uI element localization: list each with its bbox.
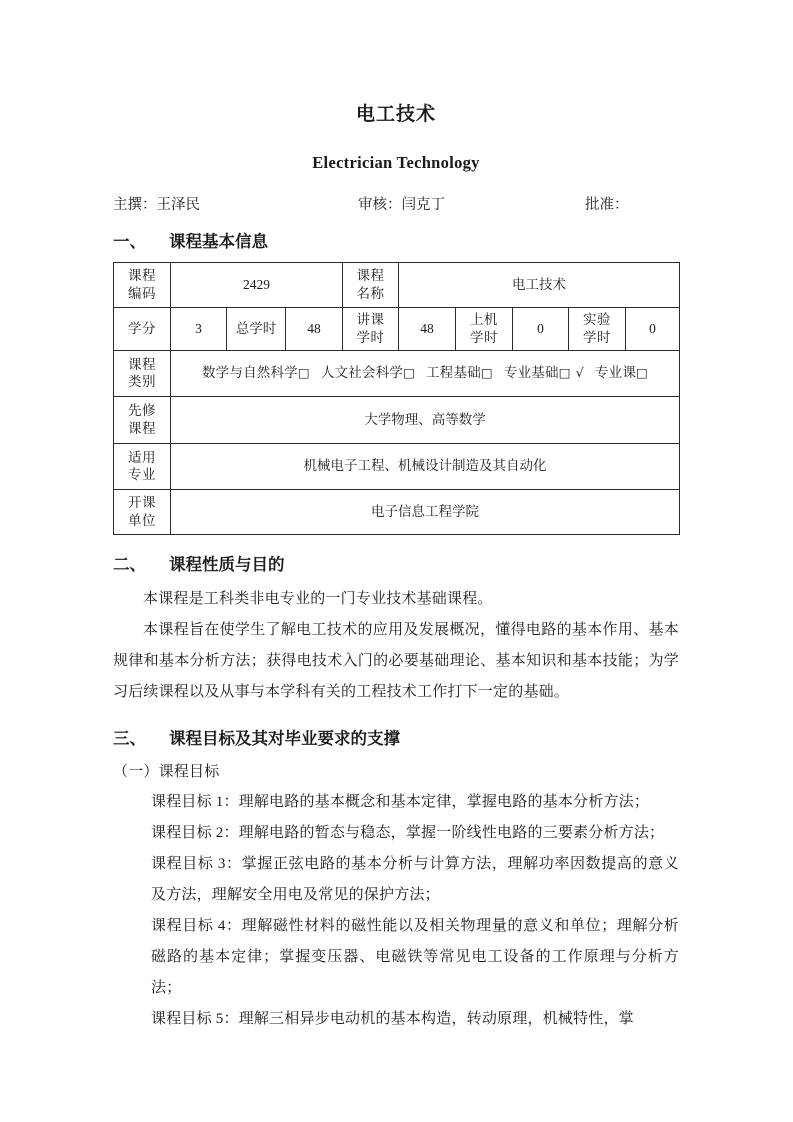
byline [113,195,679,215]
category-option-math-science-label: 数学与自然科学 [201,365,298,381]
lecture-hours-label-line2: 学时 [356,329,385,345]
cell-value-credits: 3 [171,307,227,350]
prerequisites-label-line1: 先修 [128,403,156,419]
cell-value-course-name: 电工技术 [399,262,680,307]
section-title-3: 课程目标及其对毕业要求的支撑 [169,729,400,749]
offering-unit-label-line2: 单位 [128,512,156,528]
byline-reviewer: 审核：闫克丁 [358,196,445,213]
prerequisites-label-line2: 课程 [128,420,156,436]
cell-value-computer-hours: 0 [513,307,569,350]
category-option-major-fundamentals-label: 专业基础 [503,365,559,381]
applicable-majors-label-line2: 专业 [128,467,156,483]
cell-value-course-category [171,350,680,396]
section-title-1: 课程基本信息 [169,231,268,251]
experiment-hours-label-line2: 学时 [583,329,612,345]
lecture-hours-label-line1: 讲课 [356,312,385,328]
checkbox-icon[interactable]: □ [297,365,310,381]
table-row [114,307,680,350]
table-row [114,350,680,396]
computer-hours-label-line2: 学时 [470,329,499,345]
section-title-2: 课程性质与目的 [169,554,285,574]
cell-label-course-category [114,350,171,396]
objective-item-2: 课程目标 2：理解电路的暂态与稳态，掌握一阶线性电路的三要素分析方法； [151,825,665,842]
checkbox-icon[interactable]: □ [558,365,571,381]
nature-paragraph-1: 本课程是工科类非电专业的一门专业技术基础课程。 [143,591,493,608]
cell-label-prerequisites [114,396,171,443]
cell-label-computer-hours [456,307,513,350]
cell-value-offering-unit: 电子信息工程学院 [171,489,680,534]
course-category-label-line2: 类别 [128,374,156,390]
table-row [114,443,680,489]
checkbox-icon[interactable]: □ [636,365,649,381]
section-number-2: 二、 [113,554,146,574]
cell-label-course-name [343,262,399,307]
section-number-1: 一、 [113,231,146,251]
table-row [114,489,680,534]
cell-value-course-code: 2429 [171,262,343,307]
category-option-engineering-fundamentals[interactable] [426,365,493,380]
objective-item-5: 课程目标 5：理解三相异步电动机的基本构造，转动原理，机械特性，掌 [151,1011,634,1028]
course-name-label-line1: 课程 [356,268,385,284]
section-number-3: 三、 [113,729,146,749]
cell-value-prerequisites: 大学物理、高等数学 [171,396,680,443]
cell-value-experiment-hours: 0 [626,307,680,350]
byline-author: 主撰：王泽民 [113,196,200,213]
section-heading-basic-info [113,231,679,253]
course-basic-info-table [113,262,680,535]
category-option-math-science[interactable] [202,365,310,380]
checkbox-icon[interactable]: □ [403,365,416,381]
cell-label-experiment-hours [569,307,626,350]
section-heading-objectives [113,728,679,750]
page-content [113,0,679,1035]
cell-label-offering-unit [114,489,171,534]
objective-item-3: 课程目标 3：掌握正弦电路的基本分析与计算方法，理解功率因数提高的意义及方法，理解安全用电及常见的保护方法； [151,856,679,904]
course-name-label-line2: 名称 [356,285,385,301]
nature-paragraph-2: 本课程旨在使学生了解电工技术的应用及发展概况，懂得电路的基本作用、基本规律和基本分析方法；获得电技术入门的必要基础理论、基本知识和基本技能；为学习后续课程以及从事与本学科有关的工程技术工作打下一定的基础。 [113,622,679,701]
cell-label-lecture-hours [343,307,399,350]
course-code-label-line1: 课程 [128,268,156,284]
subsection-heading-course-objectives: （一）课程目标 [113,764,220,781]
table-row [114,262,680,307]
objective-item-1: 课程目标 1：理解电路的基本概念和基本定律，掌握电路的基本分析方法； [151,794,650,811]
cell-label-course-code [114,262,171,307]
computer-hours-label-line1: 上机 [470,312,499,328]
checkmark-icon: √ [575,365,584,381]
category-option-engineering-fundamentals-label: 工程基础 [426,365,481,381]
category-option-major-course-label: 专业课 [594,365,637,381]
byline-approver: 批准： [585,196,629,213]
cell-label-credits: 学分 [114,307,171,350]
cell-label-total-hours: 总学时 [227,307,286,350]
category-option-major-course[interactable] [595,365,648,380]
section-heading-nature-purpose [113,554,679,576]
category-option-humanities[interactable] [321,365,415,380]
applicable-majors-label-line1: 适用 [128,449,156,465]
cell-value-lecture-hours: 48 [399,307,456,350]
objective-item-4: 课程目标 4：理解磁性材料的磁性能以及相关物理量的意义和单位；理解分析磁路的基本定律；掌握变压器、电磁铁等常见电工设备的工作原理与分析方法； [151,918,679,997]
offering-unit-label-line1: 开课 [128,495,156,511]
cell-value-applicable-majors: 机械电子工程、机械设计制造及其自动化 [171,443,680,489]
page-title: 电工技术 [355,104,436,125]
category-option-major-fundamentals[interactable] [504,365,571,380]
experiment-hours-label-line1: 实验 [583,312,612,328]
cell-label-applicable-majors [114,443,171,489]
page-subtitle-english: Electrician Technology [312,152,480,172]
category-option-humanities-label: 人文社会科学 [320,365,404,381]
checkbox-icon[interactable]: □ [480,365,493,381]
table-row [114,396,680,443]
cell-value-total-hours: 48 [286,307,343,350]
course-category-label-line1: 课程 [128,356,156,372]
course-code-label-line2: 编码 [128,285,156,301]
category-options [202,365,648,380]
